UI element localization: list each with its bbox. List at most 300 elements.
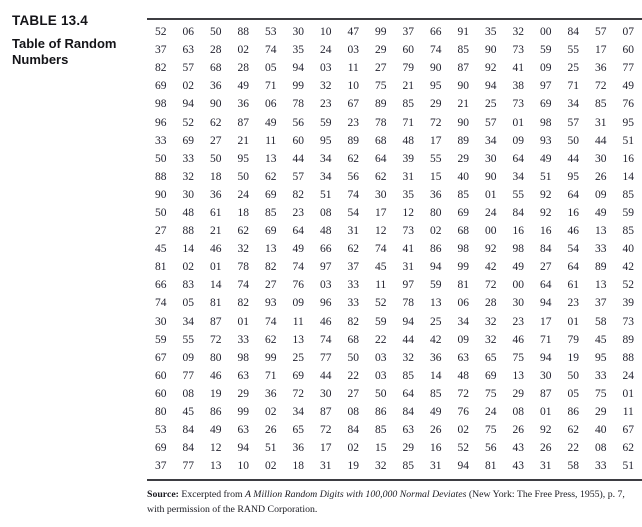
random-number-cell: 72 xyxy=(595,80,607,93)
random-number-cell: 02 xyxy=(430,225,442,238)
table-row xyxy=(147,313,642,331)
random-number-cell: 72 xyxy=(430,116,442,129)
random-number-cell: 34 xyxy=(457,315,469,328)
random-number-cell: 17 xyxy=(430,134,442,147)
random-number-cell: 49 xyxy=(595,206,607,219)
random-number-cell: 74 xyxy=(292,261,304,274)
random-number-cell: 85 xyxy=(622,225,634,238)
random-number-cell: 22 xyxy=(567,442,579,455)
random-number-cell: 69 xyxy=(540,98,552,111)
random-number-cell: 46 xyxy=(512,333,524,346)
random-number-cell: 74 xyxy=(155,297,167,310)
random-number-cell: 74 xyxy=(375,243,387,256)
random-number-cell: 28 xyxy=(210,44,222,57)
random-number-cell: 30 xyxy=(155,315,167,328)
random-number-cell: 85 xyxy=(430,387,442,400)
random-number-cell: 63 xyxy=(182,44,194,57)
random-number-cell: 23 xyxy=(292,206,304,219)
random-number-cell: 90 xyxy=(155,188,167,201)
random-number-cell: 75 xyxy=(512,351,524,364)
random-number-cell: 75 xyxy=(485,424,497,437)
random-number-cell: 72 xyxy=(457,387,469,400)
random-number-cell: 51 xyxy=(622,134,634,147)
random-number-cell: 03 xyxy=(320,279,332,292)
random-number-cell: 64 xyxy=(567,188,579,201)
random-number-cell: 63 xyxy=(237,424,249,437)
random-number-cell: 85 xyxy=(402,460,414,473)
random-number-cell: 98 xyxy=(237,351,249,364)
random-number-cell: 13 xyxy=(265,152,277,165)
random-number-cell: 57 xyxy=(567,116,579,129)
random-number-cell: 31 xyxy=(320,460,332,473)
random-number-cell: 34 xyxy=(320,170,332,183)
random-number-cell: 69 xyxy=(485,369,497,382)
random-number-cell: 82 xyxy=(155,62,167,75)
random-number-cell: 31 xyxy=(595,116,607,129)
random-number-cell: 02 xyxy=(265,406,277,419)
random-number-cell: 61 xyxy=(210,206,222,219)
random-number-cell: 30 xyxy=(320,387,332,400)
random-number-cell: 18 xyxy=(210,170,222,183)
random-number-cell: 46 xyxy=(210,243,222,256)
random-number-cell: 41 xyxy=(402,243,414,256)
random-number-cell: 08 xyxy=(182,387,194,400)
random-number-cell: 78 xyxy=(402,297,414,310)
random-number-cell: 48 xyxy=(402,134,414,147)
random-number-cell: 50 xyxy=(567,369,579,382)
random-number-cell: 05 xyxy=(567,387,579,400)
random-number-cell: 72 xyxy=(320,424,332,437)
random-number-cell: 83 xyxy=(182,279,194,292)
random-number-cell: 07 xyxy=(622,26,634,39)
random-number-cell: 46 xyxy=(320,315,332,328)
random-number-cell: 31 xyxy=(540,460,552,473)
random-number-cell: 26 xyxy=(512,424,524,437)
random-number-cell: 35 xyxy=(485,26,497,39)
random-number-cell: 44 xyxy=(402,333,414,346)
random-number-cell: 94 xyxy=(457,460,469,473)
random-number-cell: 08 xyxy=(595,442,607,455)
table-row xyxy=(147,439,642,457)
random-number-cell: 59 xyxy=(540,44,552,57)
random-number-cell: 63 xyxy=(237,369,249,382)
random-number-cell: 95 xyxy=(567,170,579,183)
random-number-cell: 11 xyxy=(265,134,277,147)
random-number-cell: 06 xyxy=(265,98,277,111)
source-label: Source: xyxy=(147,489,179,500)
random-number-cell: 67 xyxy=(622,424,634,437)
random-number-cell: 44 xyxy=(292,152,304,165)
random-number-cell: 24 xyxy=(622,369,634,382)
random-number-cell: 94 xyxy=(402,315,414,328)
random-number-cell: 09 xyxy=(595,188,607,201)
random-number-cell: 12 xyxy=(402,206,414,219)
table-row xyxy=(147,95,642,113)
random-number-cell: 51 xyxy=(320,188,332,201)
random-number-cell: 31 xyxy=(402,261,414,274)
random-number-cell: 82 xyxy=(292,188,304,201)
source-text-before: Excerpted from xyxy=(178,489,246,500)
random-number-cell: 74 xyxy=(265,44,277,57)
random-number-cell: 87 xyxy=(457,62,469,75)
random-number-cell: 00 xyxy=(512,279,524,292)
random-number-cell: 33 xyxy=(347,297,359,310)
random-number-cell: 62 xyxy=(375,170,387,183)
random-number-cell: 29 xyxy=(402,442,414,455)
random-number-cell: 64 xyxy=(292,225,304,238)
random-number-cell: 28 xyxy=(485,297,497,310)
random-number-cell: 30 xyxy=(292,26,304,39)
random-number-cell: 01 xyxy=(485,188,497,201)
random-number-cell: 68 xyxy=(375,134,387,147)
random-numbers-table xyxy=(147,18,642,481)
random-number-cell: 32 xyxy=(402,351,414,364)
table-row xyxy=(147,186,642,204)
random-number-cell: 35 xyxy=(402,188,414,201)
random-number-cell: 01 xyxy=(237,315,249,328)
random-number-cell: 67 xyxy=(347,98,359,111)
random-number-cell: 14 xyxy=(430,369,442,382)
random-number-cell: 74 xyxy=(430,44,442,57)
random-number-cell: 89 xyxy=(622,333,634,346)
random-number-cell: 78 xyxy=(375,116,387,129)
random-number-cell: 13 xyxy=(430,297,442,310)
random-number-cell: 27 xyxy=(375,62,387,75)
random-number-cell: 88 xyxy=(237,26,249,39)
random-number-cell: 02 xyxy=(182,261,194,274)
random-number-cell: 92 xyxy=(540,424,552,437)
source-book-title: A Million Random Digits with 100,000 Normal Deviates xyxy=(245,489,467,500)
random-number-cell: 77 xyxy=(622,62,634,75)
table-row xyxy=(147,367,642,385)
random-number-cell: 27 xyxy=(347,387,359,400)
random-number-cell: 94 xyxy=(540,297,552,310)
random-number-cell: 74 xyxy=(320,333,332,346)
random-number-cell: 33 xyxy=(237,333,249,346)
random-number-cell: 51 xyxy=(622,460,634,473)
random-number-cell: 44 xyxy=(320,369,332,382)
random-number-cell: 49 xyxy=(622,80,634,93)
random-number-cell: 92 xyxy=(540,188,552,201)
random-number-cell: 21 xyxy=(457,98,469,111)
random-number-cell: 48 xyxy=(182,206,194,219)
random-number-cell: 60 xyxy=(622,44,634,57)
random-number-cell: 16 xyxy=(430,442,442,455)
random-number-cell: 19 xyxy=(210,387,222,400)
random-number-cell: 80 xyxy=(210,351,222,364)
random-number-cell: 36 xyxy=(265,387,277,400)
random-number-cell: 71 xyxy=(567,80,579,93)
random-number-cell: 94 xyxy=(292,62,304,75)
random-number-cell: 78 xyxy=(292,98,304,111)
random-number-cell: 98 xyxy=(155,98,167,111)
random-number-cell: 06 xyxy=(182,26,194,39)
random-number-cell: 59 xyxy=(375,315,387,328)
random-number-cell: 52 xyxy=(182,116,194,129)
random-number-cell: 71 xyxy=(402,116,414,129)
random-number-cell: 32 xyxy=(320,80,332,93)
random-number-cell: 13 xyxy=(595,225,607,238)
random-number-cell: 36 xyxy=(292,442,304,455)
random-number-cell: 94 xyxy=(485,80,497,93)
random-number-cell: 87 xyxy=(237,116,249,129)
table-caption-block xyxy=(12,13,134,67)
random-number-cell: 25 xyxy=(292,351,304,364)
random-number-cell: 65 xyxy=(292,424,304,437)
random-number-cell: 61 xyxy=(567,279,579,292)
random-number-cell: 50 xyxy=(375,387,387,400)
random-number-cell: 29 xyxy=(595,406,607,419)
random-number-cell: 33 xyxy=(595,460,607,473)
random-number-cell: 60 xyxy=(402,44,414,57)
random-number-cell: 89 xyxy=(347,134,359,147)
random-number-cell: 74 xyxy=(265,315,277,328)
random-number-cell: 49 xyxy=(292,243,304,256)
random-number-cell: 37 xyxy=(402,26,414,39)
random-number-cell: 21 xyxy=(237,134,249,147)
random-number-cell: 03 xyxy=(375,351,387,364)
random-number-cell: 14 xyxy=(210,279,222,292)
random-number-cell: 36 xyxy=(210,80,222,93)
random-number-cell: 23 xyxy=(347,116,359,129)
random-number-cell: 90 xyxy=(210,98,222,111)
random-number-cell: 96 xyxy=(320,297,332,310)
random-number-cell: 44 xyxy=(595,134,607,147)
random-number-cell: 12 xyxy=(210,442,222,455)
random-number-cell: 93 xyxy=(265,297,277,310)
random-number-cell: 85 xyxy=(457,44,469,57)
random-number-cell: 23 xyxy=(320,98,332,111)
random-number-cell: 36 xyxy=(430,351,442,364)
random-number-cell: 97 xyxy=(402,279,414,292)
random-number-cell: 88 xyxy=(622,351,634,364)
random-number-cell: 31 xyxy=(347,225,359,238)
table-row xyxy=(147,258,642,276)
random-number-cell: 22 xyxy=(375,333,387,346)
random-number-cell: 68 xyxy=(210,62,222,75)
random-number-cell: 59 xyxy=(320,116,332,129)
random-number-cell: 96 xyxy=(155,116,167,129)
random-number-cell: 09 xyxy=(512,134,524,147)
random-number-cell: 84 xyxy=(567,26,579,39)
random-number-cell: 51 xyxy=(540,170,552,183)
random-number-cell: 43 xyxy=(512,442,524,455)
random-number-cell: 49 xyxy=(265,116,277,129)
random-number-cell: 09 xyxy=(540,62,552,75)
random-number-cell: 17 xyxy=(595,44,607,57)
random-number-grid xyxy=(147,20,642,479)
random-number-cell: 57 xyxy=(182,62,194,75)
random-number-cell: 67 xyxy=(155,351,167,364)
random-number-cell: 69 xyxy=(155,442,167,455)
random-number-cell: 66 xyxy=(430,26,442,39)
random-number-cell: 71 xyxy=(540,333,552,346)
random-number-cell: 86 xyxy=(210,406,222,419)
random-number-cell: 84 xyxy=(182,442,194,455)
random-number-cell: 14 xyxy=(622,170,634,183)
table-row xyxy=(147,403,642,421)
random-number-cell: 12 xyxy=(375,225,387,238)
random-number-cell: 50 xyxy=(567,134,579,147)
random-number-cell: 15 xyxy=(375,442,387,455)
random-number-cell: 52 xyxy=(375,297,387,310)
random-number-cell: 32 xyxy=(182,170,194,183)
random-number-cell: 80 xyxy=(430,206,442,219)
random-number-cell: 68 xyxy=(347,333,359,346)
random-number-cell: 87 xyxy=(540,387,552,400)
table-row xyxy=(147,41,642,59)
random-number-cell: 79 xyxy=(402,62,414,75)
random-number-cell: 31 xyxy=(402,170,414,183)
random-number-cell: 84 xyxy=(347,424,359,437)
random-number-cell: 49 xyxy=(540,152,552,165)
random-number-cell: 69 xyxy=(265,188,277,201)
random-number-cell: 85 xyxy=(595,98,607,111)
random-number-cell: 62 xyxy=(347,243,359,256)
random-number-cell: 95 xyxy=(622,116,634,129)
random-number-cell: 33 xyxy=(595,369,607,382)
random-number-cell: 55 xyxy=(182,333,194,346)
random-number-cell: 72 xyxy=(485,279,497,292)
table-row xyxy=(147,222,642,240)
random-number-cell: 11 xyxy=(375,279,387,292)
random-number-cell: 21 xyxy=(402,80,414,93)
random-number-cell: 11 xyxy=(347,62,359,75)
random-number-cell: 84 xyxy=(182,424,194,437)
random-number-cell: 73 xyxy=(622,315,634,328)
random-number-cell: 23 xyxy=(567,297,579,310)
random-number-cell: 57 xyxy=(595,26,607,39)
random-number-cell: 82 xyxy=(347,315,359,328)
random-number-cell: 34 xyxy=(182,315,194,328)
random-number-cell: 59 xyxy=(155,333,167,346)
random-number-cell: 73 xyxy=(512,98,524,111)
random-number-cell: 90 xyxy=(457,116,469,129)
random-number-cell: 01 xyxy=(512,116,524,129)
table-row xyxy=(147,113,642,131)
random-number-cell: 30 xyxy=(595,152,607,165)
random-number-cell: 18 xyxy=(292,460,304,473)
random-number-cell: 76 xyxy=(622,98,634,111)
random-number-cell: 34 xyxy=(292,406,304,419)
random-number-cell: 33 xyxy=(347,279,359,292)
random-number-cell: 68 xyxy=(457,225,469,238)
random-number-cell: 75 xyxy=(375,80,387,93)
random-number-cell: 50 xyxy=(210,26,222,39)
random-number-cell: 25 xyxy=(430,315,442,328)
random-number-cell: 42 xyxy=(485,261,497,274)
random-number-cell: 99 xyxy=(292,80,304,93)
random-number-cell: 48 xyxy=(320,225,332,238)
random-number-cell: 10 xyxy=(320,26,332,39)
table-row xyxy=(147,240,642,258)
random-number-cell: 98 xyxy=(540,116,552,129)
random-number-cell: 89 xyxy=(595,261,607,274)
random-number-cell: 87 xyxy=(320,406,332,419)
random-number-cell: 55 xyxy=(512,188,524,201)
random-number-cell: 38 xyxy=(512,80,524,93)
random-number-cell: 13 xyxy=(265,243,277,256)
random-number-cell: 03 xyxy=(347,44,359,57)
random-number-cell: 85 xyxy=(375,424,387,437)
random-number-cell: 01 xyxy=(210,261,222,274)
random-number-cell: 11 xyxy=(292,315,304,328)
random-number-cell: 18 xyxy=(237,206,249,219)
random-number-cell: 82 xyxy=(265,261,277,274)
random-number-cell: 63 xyxy=(457,351,469,364)
random-number-cell: 49 xyxy=(210,424,222,437)
random-number-cell: 60 xyxy=(292,134,304,147)
random-number-cell: 27 xyxy=(155,225,167,238)
random-number-cell: 39 xyxy=(622,297,634,310)
random-number-cell: 75 xyxy=(595,387,607,400)
random-number-cell: 95 xyxy=(595,351,607,364)
random-number-cell: 33 xyxy=(155,134,167,147)
random-number-cell: 49 xyxy=(512,261,524,274)
random-number-cell: 09 xyxy=(292,297,304,310)
random-number-cell: 19 xyxy=(347,460,359,473)
random-number-cell: 28 xyxy=(237,62,249,75)
random-number-cell: 62 xyxy=(265,170,277,183)
random-number-cell: 01 xyxy=(622,387,634,400)
random-number-cell: 40 xyxy=(622,243,634,256)
random-number-cell: 62 xyxy=(622,442,634,455)
random-number-cell: 85 xyxy=(265,206,277,219)
random-number-cell: 36 xyxy=(595,62,607,75)
random-number-cell: 26 xyxy=(540,442,552,455)
random-number-cell: 50 xyxy=(155,206,167,219)
random-number-cell: 33 xyxy=(182,152,194,165)
random-number-cell: 97 xyxy=(320,261,332,274)
random-number-cell: 29 xyxy=(430,98,442,111)
random-number-cell: 57 xyxy=(485,116,497,129)
random-number-cell: 13 xyxy=(595,279,607,292)
random-number-cell: 29 xyxy=(457,152,469,165)
random-number-cell: 09 xyxy=(182,351,194,364)
table-row xyxy=(147,204,642,222)
random-number-cell: 90 xyxy=(430,62,442,75)
random-number-cell: 24 xyxy=(320,44,332,57)
random-number-cell: 53 xyxy=(155,424,167,437)
random-number-cell: 91 xyxy=(457,26,469,39)
random-number-cell: 62 xyxy=(210,116,222,129)
random-number-cell: 17 xyxy=(320,442,332,455)
random-number-cell: 30 xyxy=(540,369,552,382)
random-number-cell: 95 xyxy=(237,152,249,165)
random-number-cell: 74 xyxy=(237,279,249,292)
random-number-cell: 30 xyxy=(375,188,387,201)
random-number-cell: 54 xyxy=(347,206,359,219)
random-number-cell: 48 xyxy=(457,369,469,382)
random-number-cell: 95 xyxy=(320,134,332,147)
random-number-cell: 36 xyxy=(237,98,249,111)
source-text-after: (New York: The Free Press, 1955), p. 7, with permission of the RAND Corporation. xyxy=(147,489,625,516)
random-number-cell: 72 xyxy=(210,333,222,346)
random-number-cell: 56 xyxy=(347,170,359,183)
random-number-cell: 87 xyxy=(210,315,222,328)
random-number-cell: 24 xyxy=(237,188,249,201)
random-number-cell: 24 xyxy=(485,406,497,419)
random-number-cell: 66 xyxy=(155,279,167,292)
random-number-cell: 16 xyxy=(512,225,524,238)
random-number-cell: 26 xyxy=(265,424,277,437)
random-number-cell: 62 xyxy=(237,225,249,238)
random-number-cell: 76 xyxy=(292,279,304,292)
random-number-cell: 05 xyxy=(182,297,194,310)
random-number-cell: 52 xyxy=(457,442,469,455)
random-number-cell: 92 xyxy=(485,62,497,75)
random-number-cell: 92 xyxy=(485,243,497,256)
